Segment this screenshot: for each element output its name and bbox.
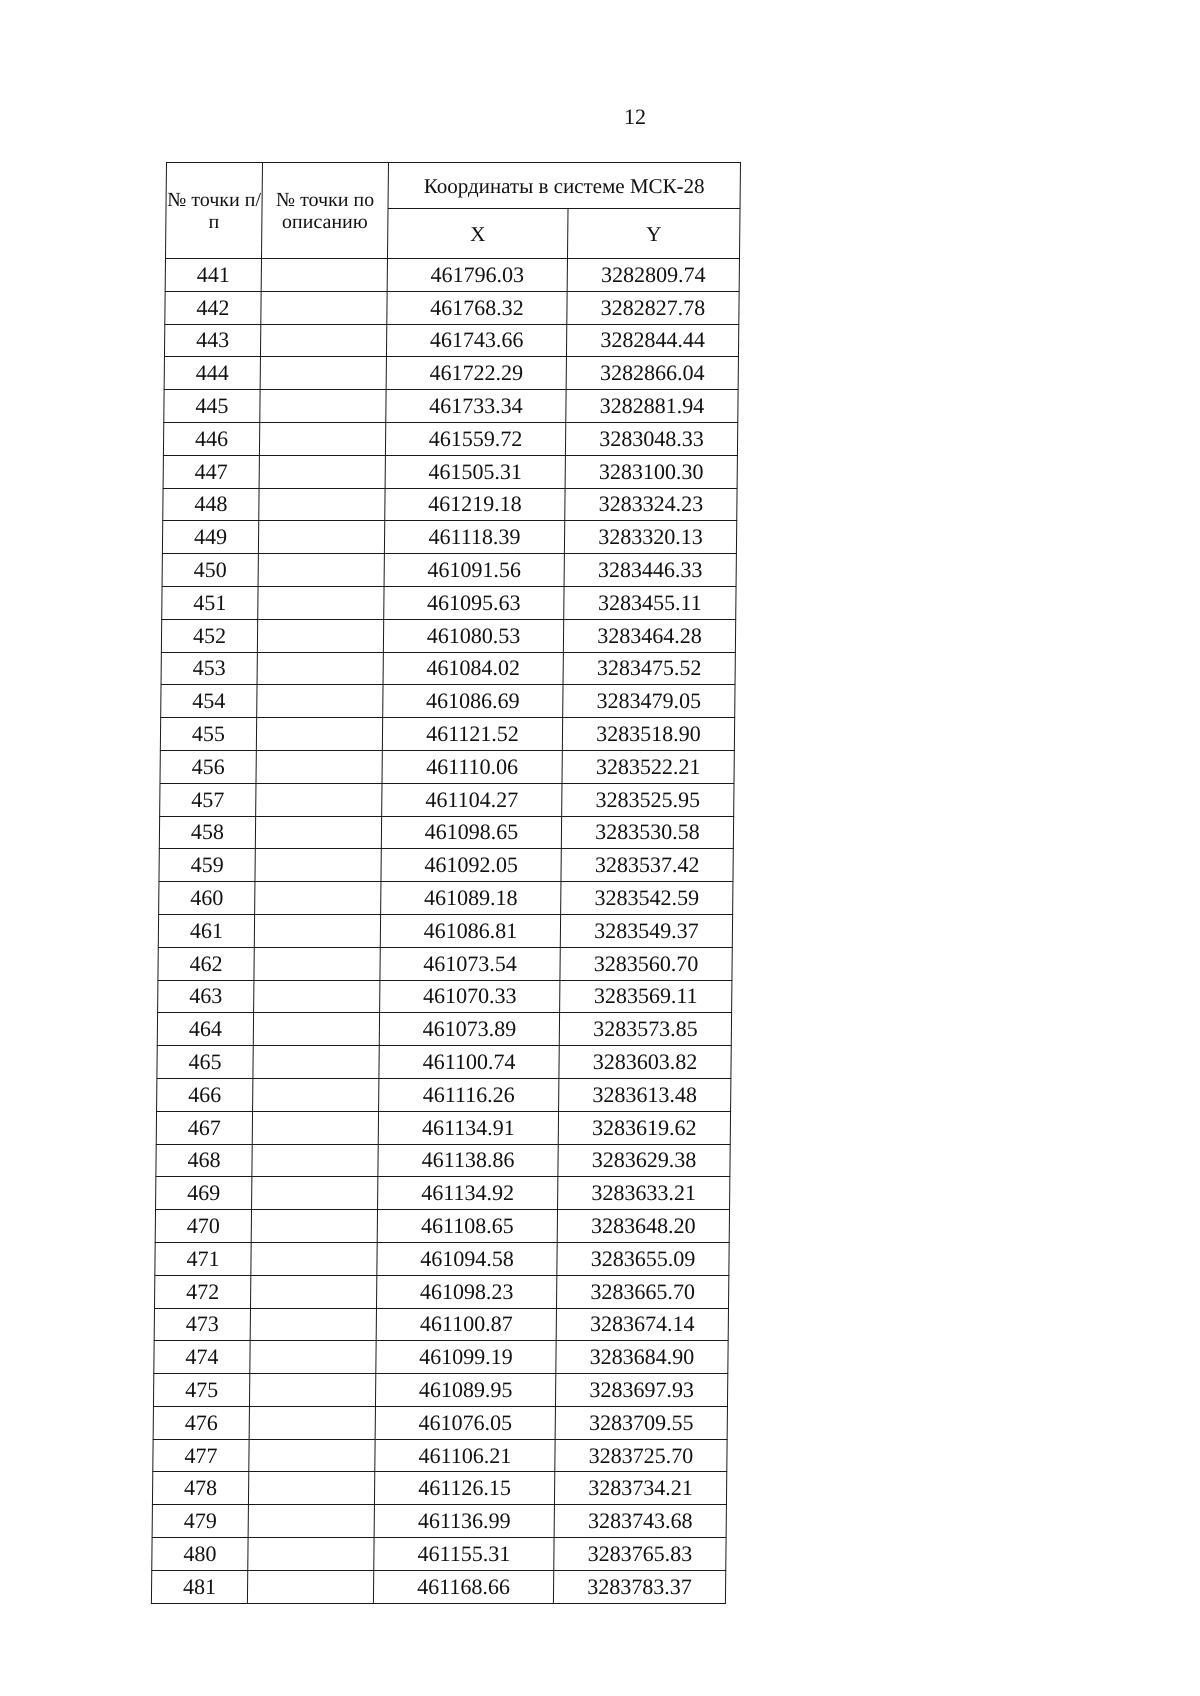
table-row	[164, 324, 738, 357]
cell-point-number: 466	[157, 1078, 253, 1111]
cell-description-point	[253, 1078, 379, 1111]
cell-description-point	[260, 390, 386, 423]
header-coordinate-system: Координаты в системе МСК-28	[388, 163, 740, 209]
cell-point-number: 469	[156, 1177, 252, 1210]
cell-point-number: 444	[164, 357, 260, 390]
table-row	[160, 718, 734, 751]
cell-description-point	[256, 783, 382, 816]
table-row	[157, 1078, 731, 1111]
cell-x: 461768.32	[387, 291, 567, 324]
table-row	[162, 554, 736, 587]
cell-description-point	[260, 357, 386, 390]
table-row	[160, 783, 734, 816]
cell-y: 3283446.33	[564, 554, 736, 587]
table-row	[158, 980, 732, 1013]
cell-y: 3283633.21	[558, 1177, 730, 1210]
page-number: 12	[624, 104, 646, 129]
cell-description-point	[249, 1439, 375, 1472]
cell-point-number: 476	[153, 1406, 249, 1439]
table-row	[153, 1439, 727, 1472]
table-row	[165, 259, 739, 292]
cell-point-number: 470	[155, 1210, 251, 1243]
cell-description-point	[251, 1242, 377, 1275]
table-row	[155, 1210, 729, 1243]
table-row	[161, 685, 735, 718]
cell-x: 461080.53	[383, 619, 563, 652]
table-row	[159, 882, 733, 915]
cell-point-number: 475	[153, 1374, 249, 1407]
cell-description-point	[258, 521, 384, 554]
cell-y: 3283100.30	[565, 455, 737, 488]
cell-x: 461073.54	[380, 947, 560, 980]
cell-description-point	[261, 291, 387, 324]
cell-description-point	[249, 1374, 375, 1407]
cell-x: 461070.33	[380, 980, 560, 1013]
table-row	[163, 422, 737, 455]
cell-y: 3283619.62	[558, 1111, 730, 1144]
table-row	[159, 849, 733, 882]
cell-description-point	[253, 1046, 379, 1079]
cell-description-point	[261, 259, 387, 292]
table-row	[154, 1308, 728, 1341]
cell-point-number: 463	[158, 980, 254, 1013]
cell-x: 461126.15	[374, 1472, 554, 1505]
cell-description-point	[250, 1341, 376, 1374]
cell-point-number: 454	[161, 685, 257, 718]
table-row	[164, 357, 738, 390]
cell-y: 3283560.70	[560, 947, 732, 980]
table-row	[152, 1538, 726, 1571]
cell-x: 461722.29	[386, 357, 566, 390]
table-row	[155, 1242, 729, 1275]
cell-description-point	[255, 816, 381, 849]
cell-y: 3283603.82	[559, 1046, 731, 1079]
table-row	[156, 1144, 730, 1177]
cell-x: 461121.52	[382, 718, 562, 751]
cell-description-point	[256, 750, 382, 783]
cell-description-point	[254, 980, 380, 1013]
table-row	[163, 488, 737, 521]
cell-y: 3282881.94	[566, 390, 738, 423]
cell-y: 3283734.21	[554, 1472, 726, 1505]
cell-point-number: 461	[158, 914, 254, 947]
cell-y: 3283629.38	[558, 1144, 730, 1177]
cell-point-number: 462	[158, 947, 254, 980]
cell-x: 461084.02	[383, 652, 563, 685]
cell-y: 3282844.44	[566, 324, 738, 357]
cell-x: 461796.03	[387, 259, 567, 292]
cell-description-point	[258, 586, 384, 619]
table-row	[152, 1472, 726, 1505]
cell-x: 461100.87	[376, 1308, 556, 1341]
cell-point-number: 453	[161, 652, 257, 685]
header-x: X	[387, 209, 568, 259]
cell-description-point	[253, 1013, 379, 1046]
cell-x: 461086.69	[383, 685, 563, 718]
cell-x: 461098.65	[381, 816, 561, 849]
table-row	[158, 914, 732, 947]
cell-point-number: 465	[157, 1046, 253, 1079]
cell-y: 3283048.33	[565, 422, 737, 455]
cell-y: 3283530.58	[561, 816, 733, 849]
cell-y: 3283765.83	[554, 1538, 726, 1571]
cell-y: 3283324.23	[565, 488, 737, 521]
cell-point-number: 458	[159, 816, 255, 849]
cell-y: 3283522.21	[562, 750, 734, 783]
table-row	[154, 1275, 728, 1308]
cell-point-number: 477	[153, 1439, 249, 1472]
cell-x: 461136.99	[374, 1505, 554, 1538]
cell-description-point	[256, 718, 382, 751]
cell-description-point	[252, 1177, 378, 1210]
cell-y: 3283573.85	[559, 1013, 731, 1046]
table-row	[161, 652, 735, 685]
cell-x: 461134.92	[378, 1177, 558, 1210]
cell-x: 461076.05	[375, 1406, 555, 1439]
cell-point-number: 473	[154, 1308, 250, 1341]
cell-point-number: 468	[156, 1144, 252, 1177]
cell-y: 3282809.74	[567, 259, 739, 292]
table-row	[164, 390, 738, 423]
cell-point-number: 451	[162, 586, 258, 619]
cell-description-point	[257, 685, 383, 718]
cell-point-number: 474	[154, 1341, 250, 1374]
cell-x: 461104.27	[382, 783, 562, 816]
cell-y: 3283475.52	[563, 652, 735, 685]
table-row	[157, 1013, 731, 1046]
cell-x: 461733.34	[386, 390, 566, 423]
cell-description-point	[257, 619, 383, 652]
cell-y: 3283518.90	[562, 718, 734, 751]
cell-x: 461094.58	[377, 1242, 557, 1275]
cell-y: 3283613.48	[559, 1078, 731, 1111]
cell-description-point	[258, 554, 384, 587]
cell-description-point	[249, 1406, 375, 1439]
cell-description-point	[255, 849, 381, 882]
cell-y: 3283709.55	[555, 1406, 727, 1439]
cell-x: 461092.05	[381, 849, 561, 882]
table-row	[154, 1341, 728, 1374]
cell-point-number: 443	[164, 324, 260, 357]
cell-y: 3283537.42	[561, 849, 733, 882]
cell-point-number: 445	[164, 390, 260, 423]
cell-x: 461134.91	[378, 1111, 558, 1144]
cell-description-point	[250, 1275, 376, 1308]
cell-point-number: 447	[163, 455, 259, 488]
cell-point-number: 452	[161, 619, 257, 652]
cell-point-number: 449	[162, 521, 258, 554]
cell-y: 3282866.04	[566, 357, 738, 390]
table-row	[153, 1406, 727, 1439]
cell-y: 3283684.90	[556, 1341, 728, 1374]
table-row	[157, 1046, 731, 1079]
cell-point-number: 479	[152, 1505, 248, 1538]
cell-point-number: 478	[152, 1472, 248, 1505]
cell-description-point	[254, 947, 380, 980]
cell-y: 3283648.20	[557, 1210, 729, 1243]
cell-description-point	[250, 1308, 376, 1341]
cell-point-number: 442	[165, 291, 261, 324]
cell-x: 461089.18	[381, 882, 561, 915]
coordinates-table-container	[151, 162, 740, 1604]
cell-x: 461099.19	[376, 1341, 556, 1374]
table-header	[165, 163, 740, 259]
cell-point-number: 457	[160, 783, 256, 816]
cell-y: 3283783.37	[553, 1570, 725, 1603]
header-y: Y	[567, 209, 740, 259]
cell-description-point	[251, 1210, 377, 1243]
cell-point-number: 448	[163, 488, 259, 521]
cell-y: 3283479.05	[563, 685, 735, 718]
cell-x: 461091.56	[384, 554, 564, 587]
cell-x: 461110.06	[382, 750, 562, 783]
table-row	[163, 455, 737, 488]
cell-point-number: 481	[151, 1570, 247, 1603]
table-row	[165, 291, 739, 324]
cell-point-number: 456	[160, 750, 256, 783]
cell-point-number: 480	[152, 1538, 248, 1571]
cell-x: 461098.23	[376, 1275, 556, 1308]
cell-y: 3283655.09	[557, 1242, 729, 1275]
table-row	[158, 947, 732, 980]
table-row	[156, 1111, 730, 1144]
cell-description-point	[257, 652, 383, 685]
cell-x: 461219.18	[385, 488, 565, 521]
cell-x: 461100.74	[379, 1046, 559, 1079]
table-row	[161, 619, 735, 652]
cell-y: 3283320.13	[564, 521, 736, 554]
cell-y: 3283674.14	[556, 1308, 728, 1341]
cell-description-point	[254, 914, 380, 947]
cell-point-number: 472	[154, 1275, 250, 1308]
cell-y: 3283743.68	[554, 1505, 726, 1538]
cell-point-number: 459	[159, 849, 255, 882]
cell-description-point	[259, 455, 385, 488]
cell-y: 3283697.93	[555, 1374, 727, 1407]
cell-point-number: 467	[156, 1111, 252, 1144]
cell-y: 3283455.11	[564, 586, 736, 619]
cell-description-point	[259, 422, 385, 455]
table-row	[151, 1570, 725, 1603]
header-point-number: № точки п/п	[165, 163, 262, 259]
table-row	[160, 750, 734, 783]
cell-y: 3282827.78	[567, 291, 739, 324]
cell-point-number: 441	[165, 259, 261, 292]
cell-y: 3283665.70	[556, 1275, 728, 1308]
cell-x: 461505.31	[385, 455, 565, 488]
cell-y: 3283569.11	[560, 980, 732, 1013]
cell-point-number: 471	[155, 1242, 251, 1275]
cell-y: 3283464.28	[563, 619, 735, 652]
cell-x: 461116.26	[379, 1078, 559, 1111]
table-row	[162, 521, 736, 554]
cell-description-point	[259, 488, 385, 521]
cell-x: 461073.89	[379, 1013, 559, 1046]
cell-description-point	[252, 1111, 378, 1144]
cell-description-point	[248, 1538, 374, 1571]
table-body	[151, 259, 739, 1604]
cell-point-number: 450	[162, 554, 258, 587]
cell-y: 3283542.59	[561, 882, 733, 915]
cell-x: 461168.66	[373, 1570, 553, 1603]
cell-description-point	[248, 1505, 374, 1538]
cell-x: 461155.31	[374, 1538, 554, 1571]
cell-point-number: 460	[159, 882, 255, 915]
coordinates-table	[151, 162, 741, 1604]
cell-description-point	[248, 1472, 374, 1505]
cell-description-point	[260, 324, 386, 357]
table-row	[159, 816, 733, 849]
cell-x: 461118.39	[384, 521, 564, 554]
cell-description-point	[255, 882, 381, 915]
cell-y: 3283725.70	[555, 1439, 727, 1472]
cell-point-number: 464	[157, 1013, 253, 1046]
cell-description-point	[252, 1144, 378, 1177]
cell-x: 461086.81	[380, 914, 560, 947]
cell-x: 461095.63	[384, 586, 564, 619]
cell-y: 3283549.37	[560, 914, 732, 947]
cell-x: 461559.72	[385, 422, 565, 455]
cell-description-point	[247, 1570, 373, 1603]
cell-x: 461089.95	[375, 1374, 555, 1407]
cell-point-number: 455	[160, 718, 256, 751]
table-row	[153, 1374, 727, 1407]
table-row	[162, 586, 736, 619]
cell-y: 3283525.95	[562, 783, 734, 816]
cell-x: 461108.65	[377, 1210, 557, 1243]
cell-point-number: 446	[163, 422, 259, 455]
table-row	[156, 1177, 730, 1210]
table-row	[152, 1505, 726, 1538]
cell-x: 461106.21	[375, 1439, 555, 1472]
cell-x: 461138.86	[378, 1144, 558, 1177]
cell-x: 461743.66	[386, 324, 566, 357]
header-description-point: № точки по описанию	[261, 163, 388, 259]
